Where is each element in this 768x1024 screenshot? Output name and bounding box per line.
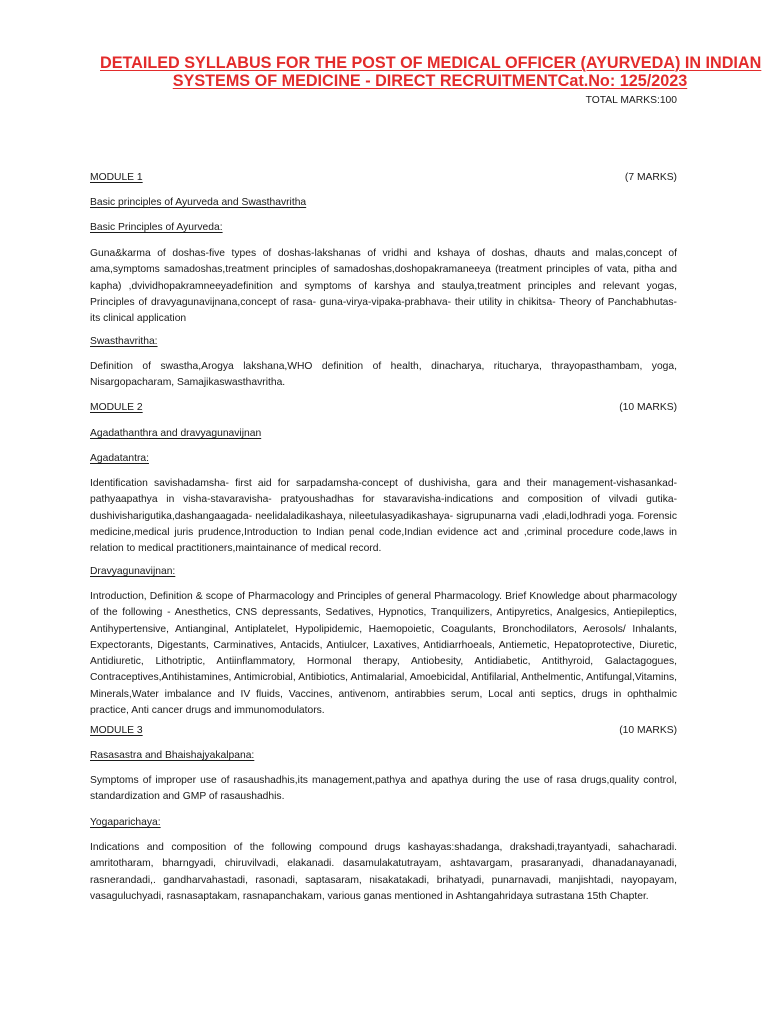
module-1-label: MODULE 1: [90, 172, 143, 183]
title-line-1: DETAILED SYLLABUS FOR THE POST OF MEDICAL OFFICER (AYURVEDA) IN INDIAN: [100, 54, 762, 72]
module-2-header: [90, 400, 677, 416]
yogaparichaya-heading: Yogaparichaya:: [90, 817, 161, 828]
module-1-subject: Basic principles of Ayurveda and Swasthavritha: [90, 197, 307, 208]
dravyagunavijnan-heading: Dravyagunavijnan:: [90, 566, 176, 577]
swasthavritha-text: Definition of swastha,Arogya lakshana,WHO definition of health, dinacharya, ritucharya, thrayopasthambam, yoga, Nisargopacharam, Samajikaswasthavritha.: [90, 361, 677, 389]
module-2-marks: (10 MARKS): [619, 402, 677, 413]
module-3-marks: (10 MARKS): [619, 725, 677, 736]
module-1-marks: (7 MARKS): [624, 172, 677, 183]
total-marks: TOTAL MARKS:100: [585, 95, 677, 106]
module-1-header: [90, 170, 677, 186]
agadatantra-text: Identification savishadamsha- first aid for sarpadamsha-concept of dushivisha, gara and their management-vishasankad-pathyaapathya in visha-stavaravisha- pratyoushadhas for stavaravisha-indications and composition of vilvadi gutika-dushivisharigutika,dashangaagada- neelidaladikashaya, nileetulasyadikashaya- sigrupunarna vadi ,eladi,lodhradi yoga. Forensic medicine,medical juris prudence,Introduction to Indian penal code,Indian evidence act and ,criminal procedure code,laws in relation to medical practitioners,maintainance of medical record.: [90, 478, 677, 555]
title-line-2: SYSTEMS OF MEDICINE - DIRECT RECRUITMENTCat.No: 125/2023: [172, 72, 688, 90]
module-2-label: MODULE 2: [90, 402, 143, 413]
module-2-subject: Agadathanthra and dravyagunavijnan: [90, 428, 262, 439]
agadatantra-heading: Agadatantra:: [90, 453, 149, 464]
basic-principles-text: Guna&karma of doshas-five types of doshas-lakshanas of vridhi and kshaya of doshas, dhauts and malas,concept of ama,symptoms samadoshas,treatment principles of samadoshas,doshopakramaneeya (treatment principles of vata, pitha and kapha) ,dvividhopakramneeyadefinition and symptoms of karshya and staulya,treatment principles and relevant yogas, Principles of dravyagunavijnana,concept of rasa- guna-virya-vipaka-prabhava- their utility in chikitsa- Theory of Panchabhutas- its clinical application: [90, 248, 677, 325]
document-title: [100, 54, 760, 90]
module-3-subject: Rasasastra and Bhaishajyakalpana:: [90, 750, 255, 761]
module-3-label: MODULE 3: [90, 725, 143, 736]
dravyagunavijnan-text: Introduction, Definition & scope of Pharmacology and Principles of general Pharmacology. Brief Knowledge about pharmacology of the following - Anesthetics, CNS depressants, Sedatives, Hypnotics, Tranquilizers, Antipyretics, Analgesics, Antiepileptics, Antihypertensive, Antianginal, Antiplatelet, Hypolipidemic, Haemopoietic, Coagulants, Bronchodilators, Aerosols/ Inhalants, Expectorants, Digestants, Carminatives, Antacids, Antiulcer, Laxatives, Antidiarrhoeals, Antiemetic, Hepatoprotective, Diuretic, Antidiuretic, Lithotriptic, Antiinflammatory, Hormonal therapy, Antiobesity, Antidiabetic, Antithyroid, Galactagogues, Contraceptives,Antihistamines, Antimicrobial, Antibiotics, Antimalarial, Amoebicidal, Antifilarial, Anthelmentic, Antifungal,Vitamins, Minerals,Water imbalance and IV fluids, Vaccines, antivenom, antirabbies serum, Local anti septics, drugs in ophthalmic practice, Anti cancer drugs and immunomodulators.: [90, 591, 677, 717]
module-3-header: [90, 723, 677, 739]
swasthavritha-heading: Swasthavritha:: [90, 336, 158, 347]
basic-principles-heading: Basic Principles of Ayurveda:: [90, 222, 223, 233]
yogaparichaya-text: Indications and composition of the following compound drugs kashayas:shadanga, drakshadi,trayantyadi, sahacharadi. amritotharam, bharngyadi, chiruvilvadi, elakanadi. dasamulakatutrayam, ashtavargam, prasaranyadi, dhanadanayanadi, rasnerandadi,. gandharvahastadi, rasonadi, saptasaram, nisakatakadi, brihatyadi, punarnavadi, manjishtadi, nayopayam, vasaguluchyadi, rasnasaptakam, rasnapanchakam, various ganas mentioned in Ashtangahridaya sutrastana 15th Chapter.: [90, 842, 677, 902]
rasasastra-text: Symptoms of improper use of rasaushadhis,its management,pathya and apathya during the use of rasa drugs,quality control, standardization and GMP of rasaushadhis.: [90, 775, 677, 803]
